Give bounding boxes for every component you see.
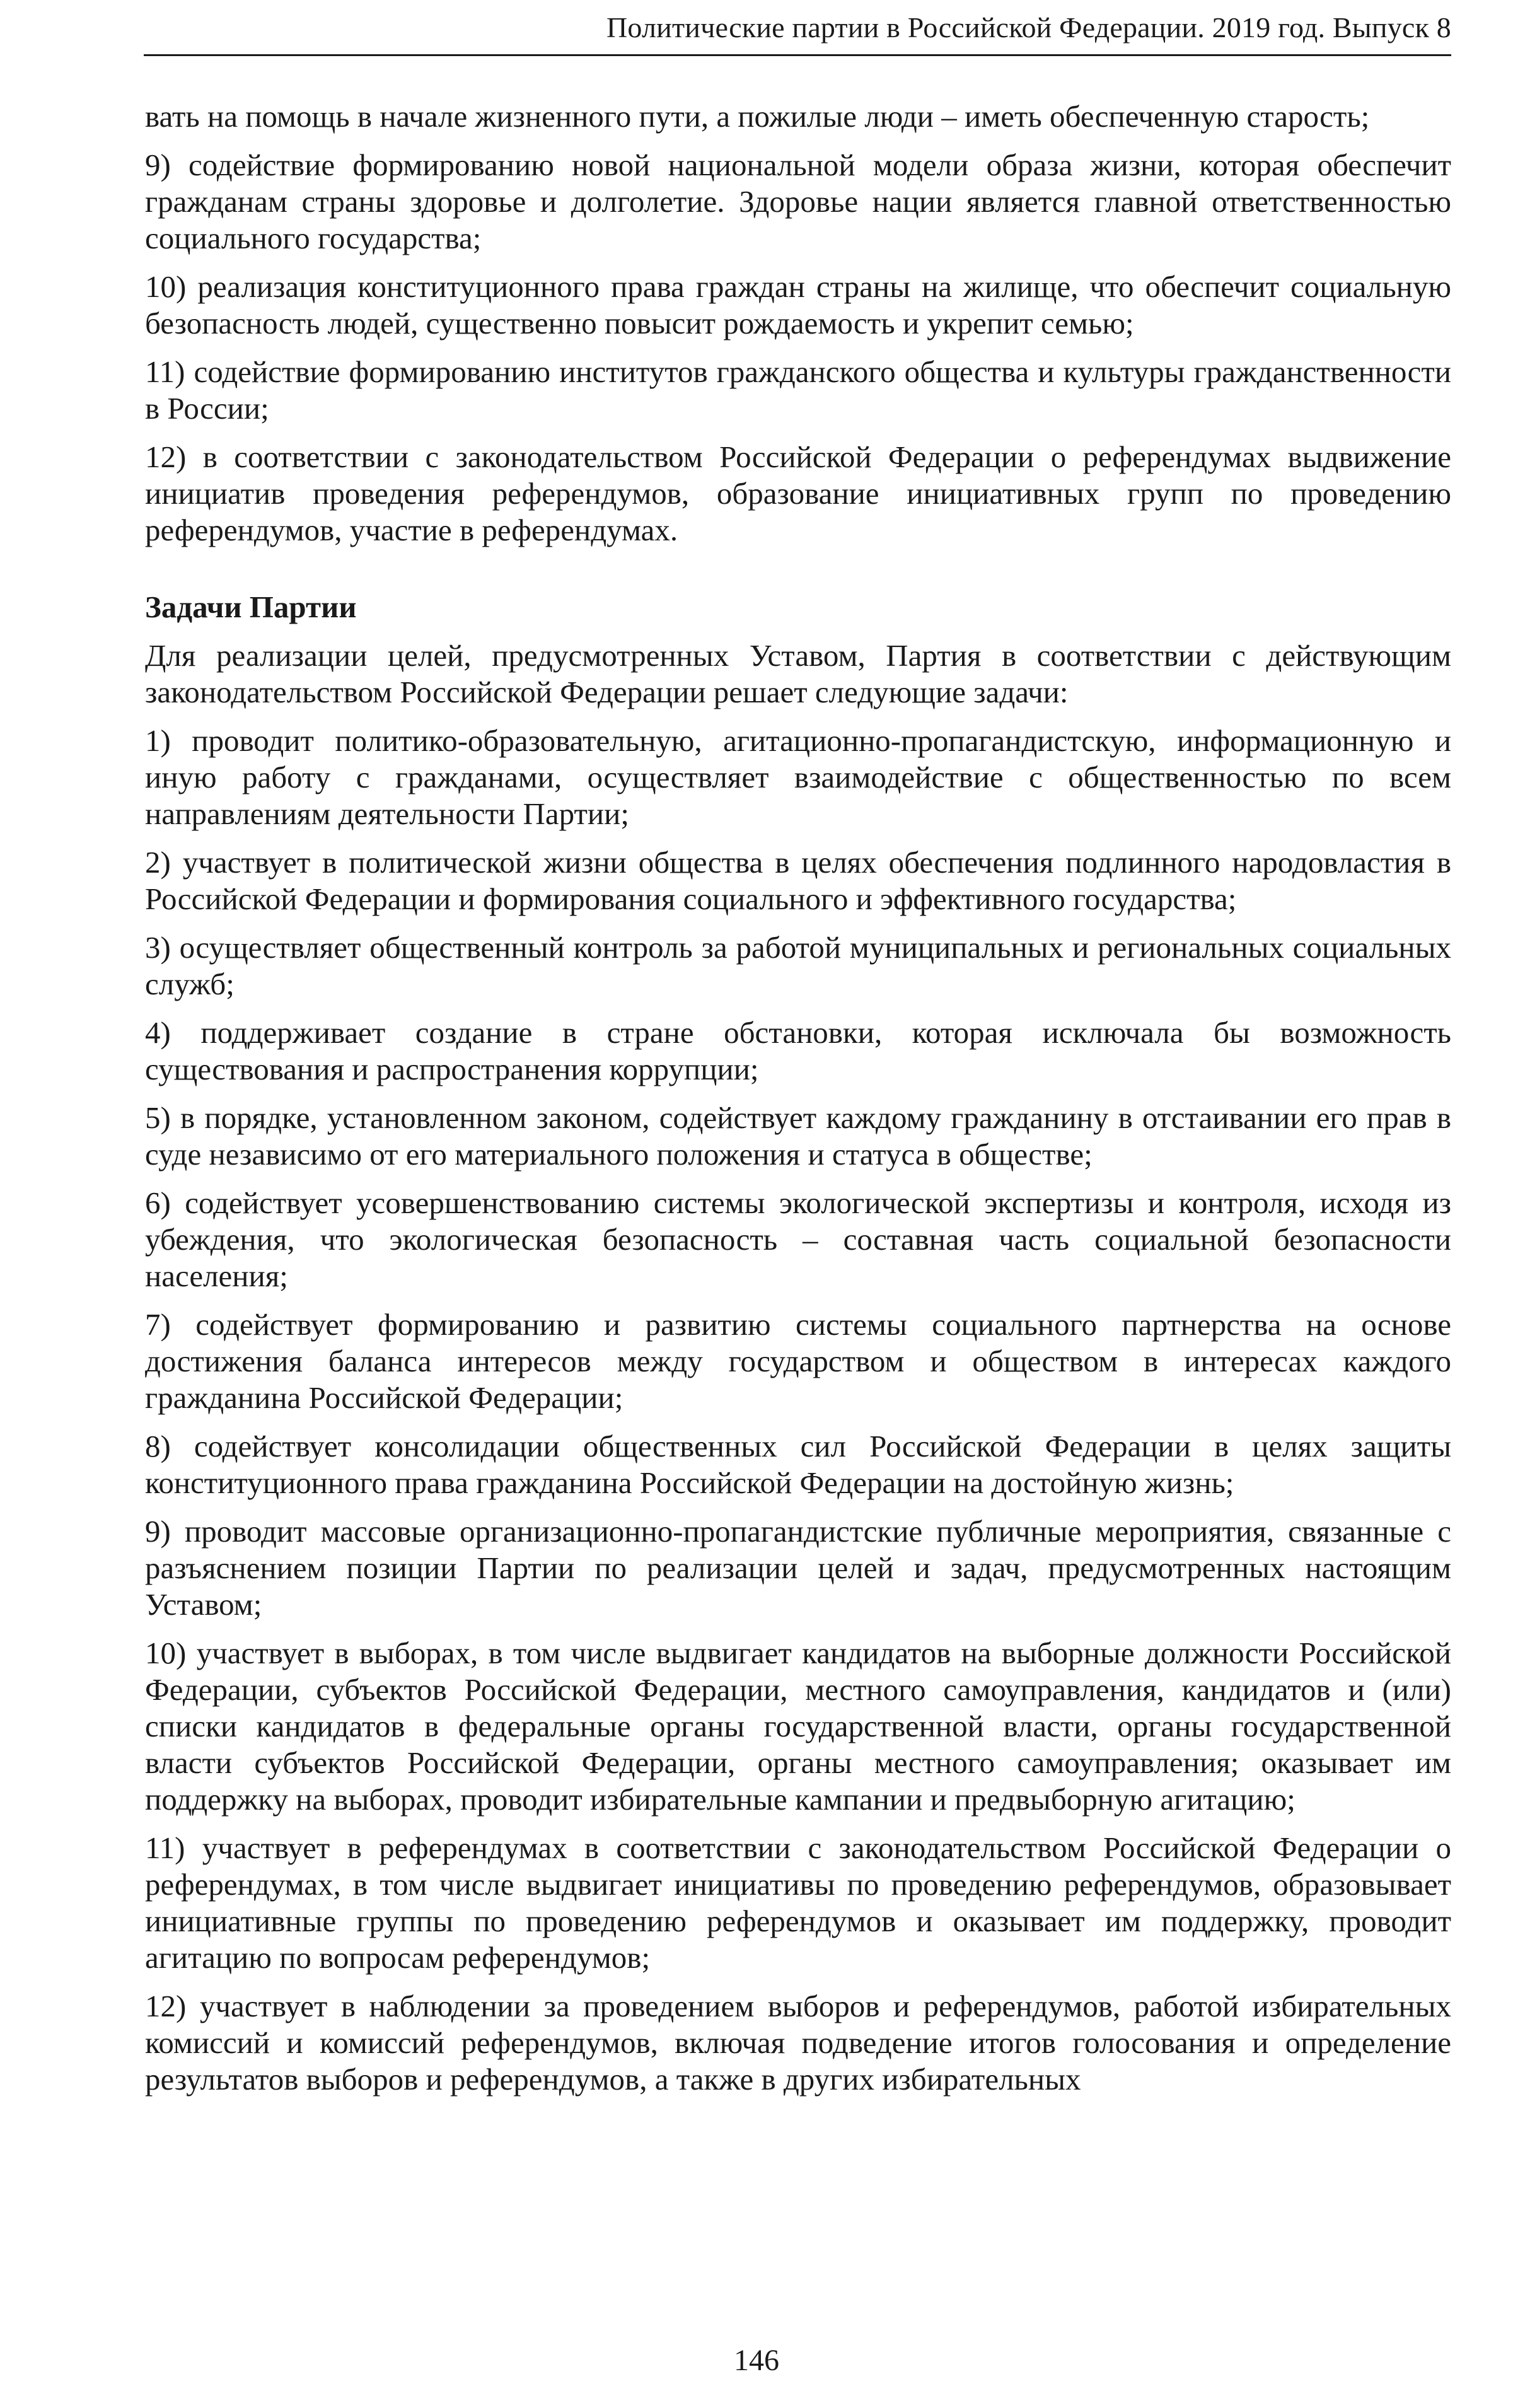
- goal-paragraph: вать на помощь в начале жизненного пути, а пожилые люди – иметь обеспеченную старость;: [145, 99, 1370, 134]
- task-item: 3) осуществляет общественный контроль за работой муниципальных и региональных социальных служб;: [145, 930, 1451, 1001]
- task-item: 4) поддерживает создание в стране обстановки, которая исключала бы возможность существования и распространения коррупции;: [145, 1015, 1451, 1086]
- task-item: 8) содействует консолидации общественных сил Российской Федерации в целях защиты конституционного права гражданина Российской Федерации на достойную жизнь;: [145, 1429, 1451, 1500]
- task-item: 2) участвует в политической жизни общества в целях обеспечения подлинного народовластия в Российской Федерации и формирования социального и эффективного государства;: [145, 845, 1451, 916]
- task-item: 11) участвует в референдумах в соответствии с законодательством Российской Федерации о референдумах, в том числе выдвигает инициативы по проведению референдумов, образовывает инициативные группы по проведению референдумов и оказывает им поддержку, проводит агитацию по вопросам референдумов;: [145, 1830, 1451, 1975]
- goal-paragraph: 10) реализация конституционного права граждан страны на жилище, что обеспечит социальную безопасность людей, существенно повысит рождаемость и укрепит семью;: [145, 269, 1451, 340]
- page-number: 146: [734, 2344, 779, 2377]
- section-heading-tasks: Задачи Партии: [145, 590, 357, 624]
- running-header: Политические партии в Российской Федерации. 2019 год. Выпуск 8: [606, 11, 1451, 44]
- task-item: 12) участвует в наблюдении за проведением выборов и референдумов, работой избирательных комиссий и комиссий референдумов, включая подведение итогов голосования и определение результатов выборов и референдумов, а также в других избирательных: [145, 1989, 1451, 2097]
- goal-paragraph: 9) содействие формированию новой национальной модели образа жизни, которая обеспечит гражданам страны здоровье и долголетие. Здоровье нации является главной ответственностью социального государства;: [145, 148, 1451, 255]
- goal-paragraph: 12) в соответствии с законодательством Российской Федерации о референдумах выдвижение инициатив проведения референдумов, образование инициативных групп по проведению референдумов, участие в референдумах.: [145, 439, 1451, 547]
- task-item: 1) проводит политико-образовательную, агитационно-пропагандистскую, информационную и иную работу с гражданами, осуществляет взаимодействие с общественностью по всем направлениям деятельности Партии;: [145, 723, 1451, 831]
- task-item: 7) содействует формированию и развитию системы социального партнерства на основе достижения баланса интересов между государством и обществом в интересах каждого гражданина Российской Федерации;: [145, 1307, 1451, 1415]
- page-body: [145, 98, 1451, 2110]
- header-rule: [144, 54, 1451, 56]
- task-item: 5) в порядке, установленном законом, содействует каждому гражданину в отстаивании его прав в суде независимо от его материального положения и статуса в обществе;: [145, 1100, 1451, 1172]
- tasks-intro: Для реализации целей, предусмотренных Уставом, Партия в соответствии с действующим законодательством Российской Федерации решает следующие задачи:: [145, 638, 1451, 709]
- task-item: 6) содействует усовершенствованию системы экологической экспертизы и контроля, исходя из убеждения, что экологическая безопасность – составная часть социальной безопасности населения;: [145, 1185, 1451, 1293]
- task-item: 9) проводит массовые организационно-пропагандистские публичные мероприятия, связанные с разъяснением позиции Партии по реализации целей и задач, предусмотренных настоящим Уставом;: [145, 1514, 1451, 1622]
- task-item: 10) участвует в выборах, в том числе выдвигает кандидатов на выборные должности Российской Федерации, субъектов Российской Федерации, местного самоуправления, кандидатов и (или) списки кандидатов в федеральные органы государственной власти, органы государственной власти субъектов Российской Федерации, органы местного самоуправления; оказывает им поддержку на выборах, проводит избирательные кампании и предвыборную агитацию;: [145, 1636, 1451, 1817]
- goal-paragraph: 11) содействие формированию институтов гражданского общества и культуры гражданственности в России;: [145, 354, 1451, 426]
